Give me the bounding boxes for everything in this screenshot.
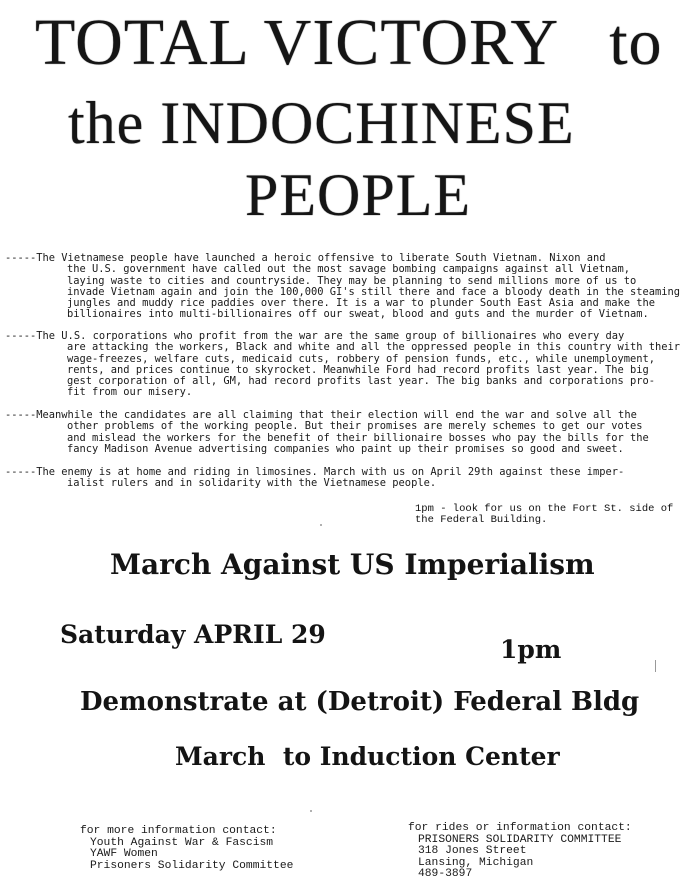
- contact-right-line: Lansing, Michigan: [418, 856, 534, 869]
- paragraph-line: laying waste to cities and countryside. They may be planning to send millions more of us to: [67, 274, 637, 287]
- paragraph-line: gest corporation of all, GM, had record profits last year. The big banks and corporations pro-: [67, 375, 656, 388]
- paragraph-candidates: [5, 410, 660, 455]
- event-time: 1pm: [500, 635, 562, 664]
- headline-line-1: TOTAL VICTORY to: [35, 6, 663, 79]
- paragraph-line: -----The U.S. corporations who profit from the war are the same group of billionaires who every day: [5, 330, 625, 342]
- contact-right-line: 489-3897: [418, 868, 473, 880]
- paragraph-corporations: [5, 330, 681, 399]
- paragraph-line: rents, and prices continue to skyrocket. Meanwhile Ford had record profits last year. The big: [67, 363, 649, 376]
- paragraph-enemy-at-home: [5, 467, 660, 490]
- contact-left: [80, 826, 293, 872]
- paragraph-vietnam-offensive: [5, 252, 681, 321]
- contact-right-line: 318 Jones Street: [418, 845, 527, 857]
- meeting-note-line-1: 1pm - look for us on the Fort St. side of: [415, 503, 674, 515]
- paragraph-line: -----The Vietnamese people have launched a heroic offensive to liberate South Vietnam. Nixon and: [5, 252, 606, 264]
- meeting-note: [415, 504, 673, 526]
- paragraph-line: fit from our misery.: [67, 386, 193, 399]
- contact-right-line: PRISONERS SOLIDARITY COMMITTEE: [418, 833, 622, 846]
- march-title: March Against US Imperialism: [110, 548, 595, 581]
- paragraph-line: ialist rulers and in solidarity with the Vietnamese people.: [67, 477, 437, 490]
- meeting-note-line-2: the Federal Building.: [415, 514, 548, 526]
- paragraph-line: and mislead the workers for the benefit of their billionaire bosses who pay the bills for the: [67, 431, 649, 444]
- event-location: Demonstrate at (Detroit) Federal Bldg: [80, 687, 640, 717]
- event-destination: March to Induction Center: [175, 742, 560, 771]
- contact-right-heading: for rides or information contact:: [408, 822, 632, 834]
- contact-left-line: YAWF Women: [90, 848, 158, 860]
- print-speck: [310, 810, 312, 812]
- paragraph-line: other problems of the working people. But their promises are merely schemes to get our votes: [67, 420, 643, 433]
- print-speck: [320, 524, 322, 526]
- paragraph-line: -----The enemy is at home and riding in limosines. March with us on April 29th against these imper-: [5, 466, 625, 478]
- contact-right: [408, 823, 632, 881]
- headline-line-3: PEOPLE: [245, 162, 472, 228]
- paragraph-line: wage-freezes, welfare cuts, medicaid cuts, robbery of pension funds, etc., while unemployment,: [67, 352, 656, 365]
- paragraph-line: the U.S. government have called out the most savage bombing campaigns against all Vietnam,: [67, 263, 631, 276]
- paragraph-line: -----Meanwhile the candidates are all claiming that their election will end the war and solve all the: [5, 409, 637, 421]
- contact-left-heading: for more information contact:: [80, 825, 277, 837]
- headline-line-2: the INDOCHINESE: [68, 90, 575, 156]
- event-date: Saturday APRIL 29: [60, 620, 326, 649]
- paragraph-line: jungles and muddy rice paddies over there. It is a war to plunder South East Asia and make the: [67, 297, 656, 310]
- paragraph-line: fancy Madison Avenue advertising companies who paint up their promises so good and sweet.: [67, 442, 624, 455]
- print-speck: [655, 660, 656, 672]
- paragraph-line: billionaires into multi-billionaires off our sweat, blood and guts and the murder of Vietnam.: [67, 308, 649, 321]
- contact-left-line: Youth Against War & Fascism: [90, 836, 274, 849]
- paragraph-line: are attacking the workers, Black and white and all the oppressed people in this country with their: [67, 341, 681, 354]
- paragraph-line: invade Vietnam again and join the 100,000 GI's still there and face a bloody death in the steaming: [67, 285, 681, 298]
- contact-left-line: Prisoners Solidarity Committee: [90, 859, 294, 872]
